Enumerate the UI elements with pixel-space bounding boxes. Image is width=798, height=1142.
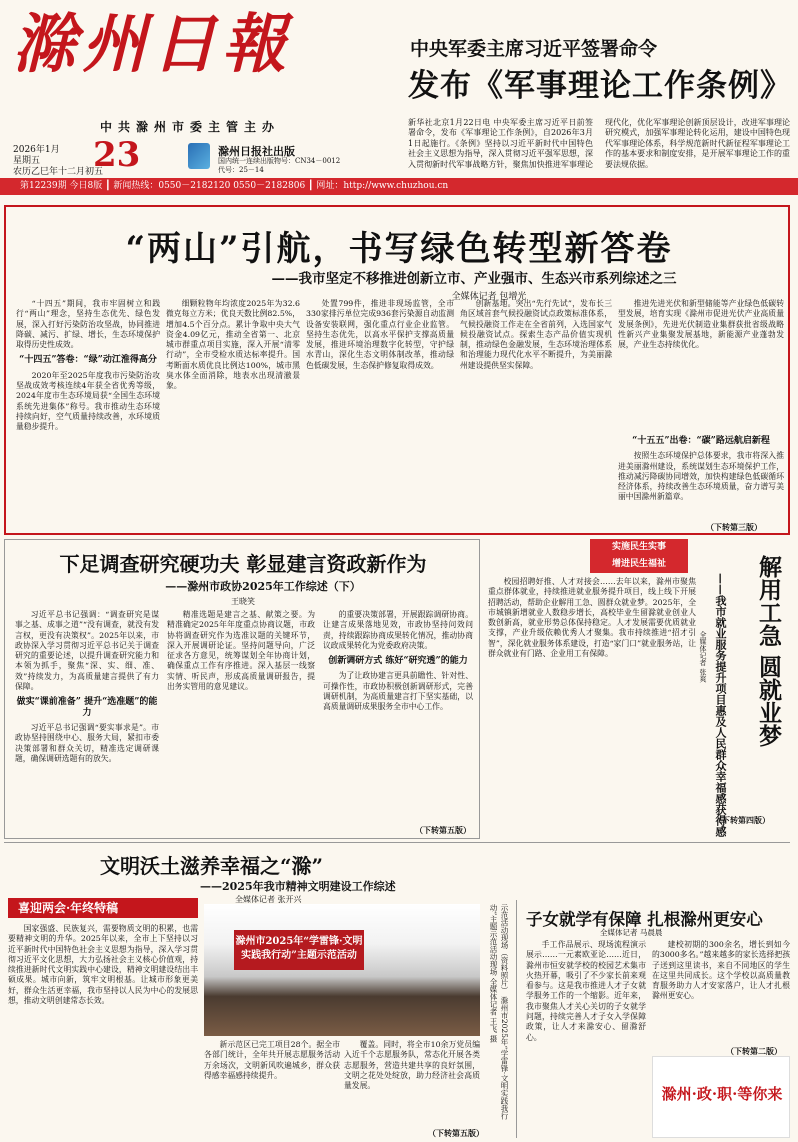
wenming-column-1	[8, 924, 198, 1138]
lead-headline-line1[interactable]: 中央军委主席习近平签署命令	[410, 38, 658, 60]
date-weekday: 星期五	[13, 156, 41, 166]
photo-caption: 示范活动现场（资料照片） 滁州市2025年“学雷锋·文明实践我行动”主题示范活动现场 全媒体记者 王飞 摄	[489, 904, 509, 1120]
masthead-subtitle: 中共滁州市委主管主办	[100, 120, 281, 134]
lianshan-column-2	[166, 299, 300, 523]
cppcc-byline: 王晓笑	[231, 597, 255, 606]
paragraph: 处置799件，推进非现场监管，全市330家排污单位完成936套污染源自动监测设备安装联网，强化重点行业企业监管。坚持生态优先，以高水平保护支撑高质量发展，推进环境治理数字化转型，守护绿水青山，深化生态文明体制改革，推动绿色低碳发展，生态保护修复取得成效。	[306, 299, 454, 370]
paragraph: 2020年至2025年度我市污染防治攻坚战成效考核连续4年获全省优秀等级，2024年度市生态环境局获“全国生态环境系统先进集体”称号。我市推动生态环境持续向好，空气质量持续改善，水环境质量稳步提升。	[16, 370, 160, 432]
continued-link[interactable]: （下转第四版）	[714, 815, 770, 825]
paragraph: 细颗粒物年均浓度2025年为32.6微克每立方米；优良天数比例82.5%，增加4.5个百分点。累计争取中央大气资金4.09亿元，推动全省第一、北京城市群重点项目实施，深入开展“清零行动”，全市受检水质达标率提升。国考断面水质优良比例达100%，城市黑臭水体全面消除，地表水出现清澈景象。	[166, 299, 300, 391]
paragraph: 习近平总书记强调“要实事求是”。市政协坚持围绕中心、服务大局，紧扣市委决策部署和群众关切，精准选定调研课题，确保调研选题有的放矢。	[15, 722, 159, 763]
paragraph: 校园招聘好推、人才对接会……去年以来，滁州市聚焦重点群体就业，持续推进就业服务提升项目，线上线下开展招聘活动，帮助企业解用工急、圆群众就业梦。2025年，全市城镇新增就业人数稳步增长，高校毕业生留滁就业创业人数创新高，就业形势总体保持稳定。人才发展需要优质就业支撑，产业升级依赖优秀人才聚集。我市持续推进“招才引智”，深化就业服务体系建设，打造“家门口”就业服务站，让群众就业有门路、企业用工有保障。	[488, 577, 696, 659]
stage-backdrop: 滁州市2025年“学雷锋·文明实践我行动”主题示范活动	[234, 930, 364, 970]
cppcc-title[interactable]: 下足调查研究硬功夫 彰显建言资政新作为	[59, 552, 427, 576]
lianshan-column-5	[618, 299, 784, 411]
jobs-article	[484, 539, 790, 837]
lead-story-text: 新华社北京1月22日电 中央军委主席习近平日前签署命令，发布《军事理论工作条例》，自2026年3月1日起施行。《条例》坚持以习近平新时代中国特色社会主义思想为指导，深入贯彻习近平强军思想，深入贯彻新时代军事战略方针，聚焦加快推进军事理论现代化，优化军事理论创新顶层设计，改进军事理论研究模式，加强军事理论转化运用，建设中国特色现代军事理论体系，科学规范新时代新征程军事理论工作的基本要求和制度安排，是开展军事理论工作的重要法规依据。	[408, 118, 790, 169]
paragraph: 建校初期的300余名，增长到如今的3000多名。”越来越多的家长选择把孩子送到这里读书，来自不同地区的学生在这里共同成长。这个学校以高质量教育服务助力人才安家落户，让人才扎根滁州更安心。	[652, 940, 790, 1001]
wenming-subtitle: ——2025年我市精神文明建设工作综述	[200, 880, 396, 893]
banner-line: 增进民生福祉	[611, 559, 666, 569]
cppcc-article	[4, 539, 480, 839]
info-bar: 第12239期 今日8版 ┃ 新闻热线：0550－2182120 0550－2182806 ┃ 网址：http://www.chuzhou.cn	[0, 178, 798, 195]
cppcc-column-3	[323, 610, 473, 832]
lianshan-column-3	[306, 299, 454, 523]
jobs-subtitle: ——我市就业服务提升项目惠及人民群众幸福感获得感	[714, 573, 727, 837]
date-day: 23	[93, 135, 141, 175]
paragraph: “十四五”期间，我市牢固树立和践行“两山”理念，坚持生态优先、绿色发展，深入打好污染防治攻坚战，协同推进降碳、减污、扩绿、增长，生态环境保护取得历史性成效。	[16, 299, 160, 350]
continued-link[interactable]: （下转第五版）	[415, 825, 471, 835]
section-heading: “十五五”出卷：“碳”路远航启新程	[632, 436, 770, 446]
kids-column-2	[652, 940, 790, 1050]
ad-text: 滁州·政·职·等你来	[661, 1085, 783, 1103]
paragraph: 创新基地。突出“先行先试”，发布长三角区域首套气候投融资试点政策标准体系，气候投融资工作走在全省前列，入选国家气候投融资试点。探索生态产品价值实现机制，推动绿色金融发展，生态环境治理体系和治理能力现代化水平不断提升，为美丽滁州建设提供坚实保障。	[460, 299, 612, 370]
lianshan-article	[4, 205, 790, 535]
continued-link[interactable]: （下转第二版）	[726, 1046, 782, 1056]
lianshan-subtitle: ——我市坚定不移推进创新立市、产业强市、生态兴市系列综述之三	[271, 271, 677, 287]
date-lunar: 农历乙巳年十二月初五	[13, 167, 104, 177]
postal-code: 代号：25－14	[218, 166, 264, 174]
lianshan-column-4	[460, 299, 612, 523]
date-year-month: 2026年1月	[13, 145, 60, 155]
paragraph: 习近平总书记强调：“调查研究是谋事之基、成事之道”“没有调查，就没有发言权，更没有决策权”。2025年以来，市政协深入学习贯彻习近平总书记关于调查研究的重要论述，以提升调查研究能力和本领为抓手，聚焦“深、实、细、准、效”持续发力，为高质量建言提供了有力保障。	[15, 610, 159, 692]
lianshan-byline: 全媒体记者 包增光	[451, 292, 527, 302]
wenming-title[interactable]: 文明沃土滋养幸福之“滁”	[100, 854, 324, 878]
jobs-banner	[590, 539, 688, 573]
publisher-name: 滁州日报社出版	[218, 145, 295, 158]
publisher-logo-icon	[188, 143, 210, 169]
masthead-title: 滁州日報	[12, 7, 292, 82]
paragraph: 新示范区已完工项目28个。据全市各部门统计，全年共开展志愿服务活动万余场次，文明新风吹遍城乡，群众获得感幸福感持续提升。	[204, 1040, 340, 1080]
paragraph: 推进先进光伏和新型储能等产业绿色低碳转型发展，培育实现《滁州市促进光伏产业高质量发展条例》，先进光伏制造业集群获批省级战略性新兴产业集聚发展基地，新能源产业蓬勃发展，产业生态持续优化。	[618, 299, 784, 350]
paragraph: 的重要决策部署，开展跟踪调研协商。让建言成果落地见效，市政协坚持问效问责，持续跟踪协商成果转化情况，推动协商议政成果转化为党委政府决策。	[323, 610, 473, 650]
wenming-byline: 全媒体记者 张开兴	[235, 895, 302, 904]
special-report-banner: 喜迎两会·年终特稿	[8, 898, 198, 918]
divider	[4, 842, 790, 843]
lianshan-column-6	[618, 431, 784, 523]
jobs-column	[488, 577, 696, 827]
jobs-byline: 全媒体记者 张爽	[699, 631, 707, 683]
cppcc-column-1	[15, 610, 159, 832]
paragraph: 精准选题是建言之基、献策之要。为精准确定2025年年度重点协商议题，市政协将调查研究作为选准议题的关键环节，深入开展调研论证。坚持问题导向，广泛征求各方意见，统筹谋划全年协商计划，确保重点工作有序推进。深入基层一线察实情、听民声，形成高质量调研报告，提出务实管用的意见建议。	[167, 610, 315, 692]
paragraph: 手工作品展示、现场流程演示展示……一元素欧亚论……近日，滁州市恒安就学校的校园艺术集市火热开幕，吸引了不少家长前来观看参与。这是我市推进人才子女就学服务工作的一个缩影。近年来，我市聚焦人才关心关切的子女就学问题，持续完善人才子女入学保障政策，让人才来滁安心、留滁舒心。	[526, 940, 646, 1042]
divider	[516, 900, 517, 1138]
jobs-title[interactable]: 解用工急 圆就业梦	[755, 555, 782, 748]
section-heading: “十四五”答卷：“绿”动江淮得高分	[19, 355, 157, 366]
continued-link[interactable]: （下转第五版）	[428, 1128, 484, 1138]
section-heading: 做实“课前准备” 提升“选准题”的能力	[16, 697, 158, 718]
wenming-column-2	[204, 1040, 340, 1138]
kids-byline: 全媒体记者 马晨晨	[600, 928, 663, 937]
cppcc-subtitle: ——滁州市政协2025年工作综述（下）	[165, 580, 361, 593]
cn-code: 国内统一连续出版物号：CN34－0012	[218, 157, 341, 165]
event-photo	[204, 904, 480, 1036]
continued-link[interactable]: （下转第三版）	[706, 522, 762, 532]
paragraph: 为了让政协建言更具前瞻性、针对性、可操作性，市政协积极创新调研形式，完善调研机制，为高质量建言打下坚实基础，以高质量调研成果服务全市中心工作。	[323, 671, 473, 712]
paragraph: 按照生态环境保护总体要求，我市将深入推进美丽滁州建设，系统谋划生态环境保护工作，推动减污降碳协同增效，加快构建绿色低碳循环经济体系，持续改善生态环境质量，奋力谱写美丽中国滁州新篇章。	[618, 451, 784, 502]
kids-title[interactable]: 子女就学有保障 扎根滁州更安心	[526, 910, 763, 929]
lead-headline-line2[interactable]: 发布《军事理论工作条例》	[408, 68, 792, 104]
lianshan-title[interactable]: “两山”引航，书写绿色转型新答卷	[125, 229, 673, 269]
section-heading: 创新调研方式 练好“研究透”的能力	[328, 656, 468, 667]
paragraph: 国家强盛、民族复兴，需要物质文明的积累，也需要精神文明的升华。2025年以来，全市上下坚持以习近平新时代中国特色社会主义思想为指导，深入学习贯彻习近平文化思想，大力弘扬社会主义核心价值观，持续推进新时代文明实践中心建设，精神文明建设结出丰硕成果。城市向新，筑牢文明根基。让城市形象更美好，群众生活更幸福，我市坚持以人民为中心的发展思想，推动文明创建常态长效。	[8, 924, 198, 1006]
cppcc-column-2	[167, 610, 315, 832]
wenming-column-3	[344, 1040, 480, 1138]
recruitment-ad-image[interactable]	[652, 1056, 790, 1138]
banner-line: 实施民生实事	[611, 542, 666, 552]
lianshan-column-1	[16, 299, 160, 519]
paragraph: 覆盖。同时，将全市10余万党员编入近千个志愿服务队，常态化开展各类志愿服务，营造共建共享的良好氛围，文明之花处处绽放，助力经济社会高质量发展。	[344, 1040, 480, 1091]
kids-column-1	[526, 940, 646, 1138]
